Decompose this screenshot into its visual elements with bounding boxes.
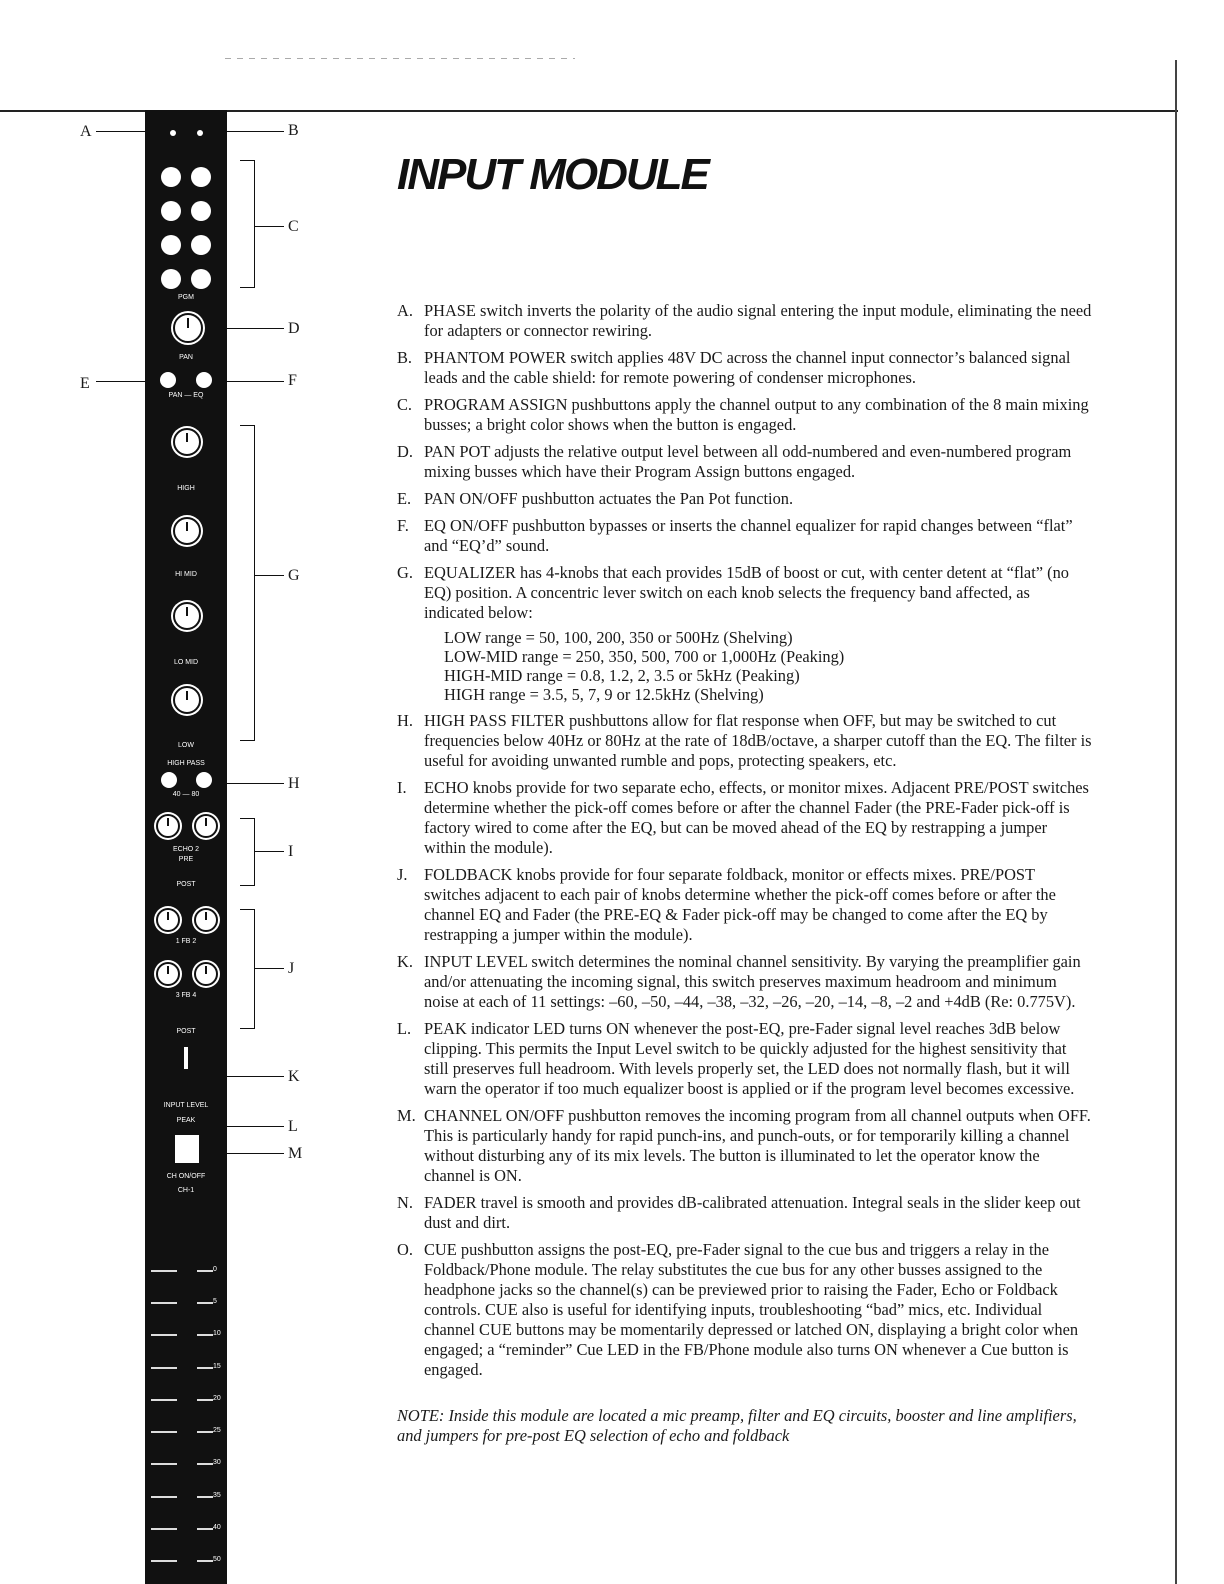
echo-label: ECHO 2	[172, 846, 200, 853]
callout-a: A	[80, 123, 92, 140]
echo-pre-label: PRE	[178, 856, 194, 863]
echo-2-knob	[194, 814, 218, 838]
item-label: D.	[397, 442, 413, 461]
leader-m	[227, 1153, 284, 1154]
callout-c: C	[288, 218, 299, 235]
callout-e: E	[80, 375, 90, 392]
assign-button-4	[191, 201, 211, 221]
description-item	[397, 1019, 1092, 1099]
assign-button-8	[191, 269, 211, 289]
item-label: E.	[397, 489, 412, 508]
leader-h	[220, 783, 284, 784]
callout-h: H	[288, 775, 300, 792]
hp-values-label: 40 — 80	[172, 791, 200, 798]
fader-tick-right	[197, 1367, 213, 1369]
hp-80-button	[196, 772, 212, 788]
fader-scale	[145, 1266, 227, 1570]
item-text: EQUALIZER has 4-knobs that each provides 15dB of boost or cut, with center detent at “flat” (no EQ) position. A concentric lever switch on each knob selects the frequency band affected, as indicated below:	[424, 563, 1069, 622]
eq-range-high-mid: HIGH-MID range = 0.8, 1.2, 2, 3.5 or 5kHz (Peaking)	[444, 666, 800, 685]
leader-g	[254, 575, 284, 576]
callout-m: M	[288, 1145, 303, 1162]
fader-scale-label: 25	[213, 1427, 221, 1434]
item-label: O.	[397, 1240, 413, 1259]
description-item	[397, 711, 1092, 771]
callout-j: J	[288, 960, 295, 977]
input-module-strip	[145, 110, 227, 1584]
callout-g: G	[288, 567, 300, 584]
description-item	[397, 516, 1092, 556]
item-text: PAN ON/OFF pushbutton actuates the Pan Pot function.	[424, 489, 794, 508]
item-label: K.	[397, 952, 413, 971]
fb12-label: 1 FB 2	[175, 938, 197, 945]
eq-hi-mid-label: HI MID	[175, 571, 197, 578]
ch-label: CH-1	[177, 1187, 195, 1194]
item-text: PHASE switch inverts the polarity of the audio signal entering the input module, eliminating the need for adapters or connector rewiring.	[424, 301, 1092, 340]
description-item	[397, 778, 1092, 858]
pan-label: PAN	[179, 354, 193, 361]
fb-4-knob	[194, 962, 218, 986]
fader-tick-left	[151, 1496, 177, 1498]
leader-e	[96, 381, 160, 382]
fb-1-knob	[156, 908, 180, 932]
leader-f	[214, 381, 284, 382]
input-level-pointer	[184, 1047, 188, 1069]
fader-scale-label: 15	[213, 1363, 221, 1370]
high-pass-label: HIGH PASS	[167, 760, 205, 767]
fader-tick-right	[197, 1528, 213, 1530]
description-item	[397, 1106, 1092, 1186]
eq-low-label: LOW	[178, 742, 194, 749]
assign-button-2	[191, 167, 211, 187]
assign-button-6	[191, 235, 211, 255]
phantom-button	[197, 130, 203, 136]
callout-f: F	[288, 372, 297, 389]
fader-scale-label: 50	[213, 1556, 221, 1563]
pan-pot-knob	[173, 313, 203, 343]
bracket-j	[240, 909, 255, 1029]
peak-label: PEAK	[176, 1117, 196, 1124]
item-label: I.	[397, 778, 407, 797]
input-level-label: INPUT LEVEL	[163, 1102, 209, 1109]
item-label: A.	[397, 301, 413, 320]
item-label: J.	[397, 865, 408, 884]
item-text: HIGH PASS FILTER pushbuttons allow for flat response when OFF, but may be switched to cut frequencies below 40Hz or 80Hz at the rate of 18dB/octave, a sharper cutoff than the EQ. The filter is useful for avoiding unwanted rumble and pops, protecting speakers, etc.	[424, 711, 1092, 770]
item-label: F.	[397, 516, 409, 535]
scan-mark	[225, 58, 575, 59]
item-label: L.	[397, 1019, 412, 1038]
item-label: G.	[397, 563, 413, 582]
eq-high-label: HIGH	[177, 485, 195, 492]
leader-l	[220, 1126, 284, 1127]
fader-tick-left	[151, 1399, 177, 1401]
assign-button-3	[161, 201, 181, 221]
fader-scale-label: 30	[213, 1459, 221, 1466]
fader-scale-label: 35	[213, 1492, 221, 1499]
phase-button	[170, 130, 176, 136]
hp-40-button	[161, 772, 177, 788]
fb-post-label: POST	[176, 1028, 196, 1035]
leader-b	[220, 131, 284, 132]
leader-i	[254, 851, 284, 852]
item-label: B.	[397, 348, 413, 367]
description-item	[397, 442, 1092, 482]
leader-c	[254, 226, 284, 227]
fader-tick-right	[197, 1302, 213, 1304]
module-note: NOTE: Inside this module are located a mic preamp, filter and EQ circuits, booster and line amplifiers, and jumpers for pre-post EQ selection of echo and foldback	[397, 1406, 1077, 1445]
right-rule	[1175, 60, 1177, 1584]
leader-j	[254, 968, 284, 969]
bracket-i	[240, 818, 255, 886]
description-item	[397, 1240, 1092, 1380]
fader-tick-left	[151, 1560, 177, 1562]
leader-d	[220, 328, 284, 329]
eq-onoff-button	[196, 372, 212, 388]
fb-2-knob	[194, 908, 218, 932]
item-text: PEAK indicator LED turns ON whenever the post-EQ, pre-Fader signal level reaches 3dB below clipping. This permits the Input Level switch to be quickly adjusted for the highest sensitivity that still preserves full headroom. With levels properly set, the LED does not normally flash, but it will warn the operator if too much equalizer boost is applied or if the program level becomes excessive.	[424, 1019, 1075, 1098]
fb34-label: 3 FB 4	[175, 992, 197, 999]
fader-scale-label: 20	[213, 1395, 221, 1402]
description-item	[397, 563, 1092, 623]
eq-range-high: HIGH range = 3.5, 5, 7, 9 or 12.5kHz (Shelving)	[444, 685, 764, 704]
item-text: PAN POT adjusts the relative output level between all odd-numbered and even-numbered program mixing busses which have their Program Assign buttons engaged.	[424, 442, 1072, 481]
description-item	[397, 395, 1092, 435]
fader-tick-left	[151, 1302, 177, 1304]
fader-scale-label: 40	[213, 1524, 221, 1531]
item-text: CHANNEL ON/OFF pushbutton removes the incoming program from all channel outputs when OFF. This is particularly handy for rapid punch-ins, and punch-outs, or for temporarily killing a channel without disturbing any of its mix levels. The button is illuminated to let the operator know the channel is ON.	[424, 1106, 1091, 1185]
item-text: EQ ON/OFF pushbutton bypasses or inserts the channel equalizer for rapid changes between “flat” and “EQ’d” sound.	[424, 516, 1073, 555]
callout-k: K	[288, 1068, 300, 1085]
item-text: FADER travel is smooth and provides dB-calibrated attenuation. Integral seals in the slider keep out dust and dirt.	[424, 1193, 1081, 1232]
bracket-c	[240, 160, 255, 288]
assign-button-1	[161, 167, 181, 187]
assign-button-7	[161, 269, 181, 289]
item-text: PROGRAM ASSIGN pushbuttons apply the channel output to any combination of the 8 main mixing busses; a bright color shows when the button is engaged.	[424, 395, 1089, 434]
callout-d: D	[288, 320, 300, 337]
bracket-g	[240, 425, 255, 741]
eq-lo-mid-knob	[173, 602, 201, 630]
fader-tick-right	[197, 1463, 213, 1465]
leader-k	[220, 1076, 284, 1077]
fader-scale-label: 10	[213, 1330, 221, 1337]
item-text: ECHO knobs provide for two separate echo, effects, or monitor mixes. Adjacent PRE/POST switches determine whether the pick-off comes before or after the channel Fader (the PRE-Fader pick-off is factory wired to come after the EQ, but can be moved ahead of the EQ by restrapping a jumper within the module).	[424, 778, 1089, 857]
fader-scale-label: 0	[213, 1266, 217, 1273]
pan-onoff-button	[160, 372, 176, 388]
echo-post-label: POST	[176, 881, 196, 888]
description-item	[397, 489, 1092, 509]
echo-1-knob	[156, 814, 180, 838]
assign-button-5	[161, 235, 181, 255]
fader-tick-left	[151, 1528, 177, 1530]
ch-onoff-label: CH ON/OFF	[166, 1173, 206, 1180]
eq-low-knob	[173, 686, 201, 714]
item-label: M.	[397, 1106, 416, 1125]
item-text: FOLDBACK knobs provide for four separate foldback, monitor or effects mixes. PRE/POST switches adjacent to each pair of knobs determine whether the pick-off comes before or after the channel EQ and Fader (the PRE-EQ & Fader pick-off may be changed to come after the EQ by restrapping a jumper within the module).	[424, 865, 1056, 944]
item-label: N.	[397, 1193, 413, 1212]
fb-3-knob	[156, 962, 180, 986]
fader-tick-left	[151, 1334, 177, 1336]
fader-scale-label: 5	[213, 1298, 217, 1305]
eq-ranges	[397, 628, 1092, 704]
fader-tick-left	[151, 1463, 177, 1465]
item-text: PHANTOM POWER switch applies 48V DC across the channel input connector’s balanced signal leads and the cable shield: for remote powering of condenser microphones.	[424, 348, 1071, 387]
description-item	[397, 865, 1092, 945]
eq-high-knob	[173, 428, 201, 456]
item-text: CUE pushbutton assigns the post-EQ, pre-Fader signal to the cue bus and triggers a relay in the Foldback/Phone module. The relay substitutes the cue bus for any other busses assigned to the headphone jacks so the channel(s) can be previewed prior to raising the Fader, Echo or Foldback controls. CUE also is useful for identifying inputs, troubleshooting “bad” mics, etc. Individual channel CUE buttons may be momentarily depressed or latched ON, displaying a bright color when engaged; a “reminder” Cue LED in the FB/Phone module also turns ON whenever a Cue button is engaged.	[424, 1240, 1079, 1379]
fader-tick-right	[197, 1334, 213, 1336]
fader-tick-left	[151, 1270, 177, 1272]
fader-tick-left	[151, 1367, 177, 1369]
callout-l: L	[288, 1118, 298, 1135]
fader-tick-right	[197, 1399, 213, 1401]
fader-tick-right	[197, 1560, 213, 1562]
fader-tick-left	[151, 1431, 177, 1433]
eq-range-low-mid: LOW-MID range = 250, 350, 500, 700 or 1,000Hz (Peaking)	[444, 647, 845, 666]
pan-eq-label: PAN — EQ	[168, 392, 204, 399]
item-label: H.	[397, 711, 413, 730]
description-item	[397, 952, 1092, 1012]
fader-tick-right	[197, 1431, 213, 1433]
pgm-label: PGM	[178, 294, 194, 301]
fader-tick-right	[197, 1270, 213, 1272]
callout-i: I	[288, 843, 294, 860]
page-title: INPUT MODULE	[397, 150, 708, 199]
callout-b: B	[288, 122, 299, 139]
eq-hi-mid-knob	[173, 517, 201, 545]
item-text: INPUT LEVEL switch determines the nominal channel sensitivity. By varying the preamplifier gain and/or attenuating the incoming signal, this switch preserves maximum headroom and minimum noise at each of 11 settings: –60, –50, –44, –38, –32, –26, –20, –14, –8, –2 and +4dB (Re: 0.775V).	[424, 952, 1081, 1011]
description-item	[397, 348, 1092, 388]
description-list	[397, 301, 1092, 1446]
leader-a	[96, 131, 152, 132]
description-item	[397, 301, 1092, 341]
eq-range-low: LOW range = 50, 100, 200, 350 or 500Hz (Shelving)	[444, 628, 793, 647]
item-label: C.	[397, 395, 413, 414]
description-item	[397, 1193, 1092, 1233]
eq-lo-mid-label: LO MID	[173, 659, 199, 666]
fader-tick-right	[197, 1496, 213, 1498]
channel-onoff-button	[175, 1135, 199, 1163]
